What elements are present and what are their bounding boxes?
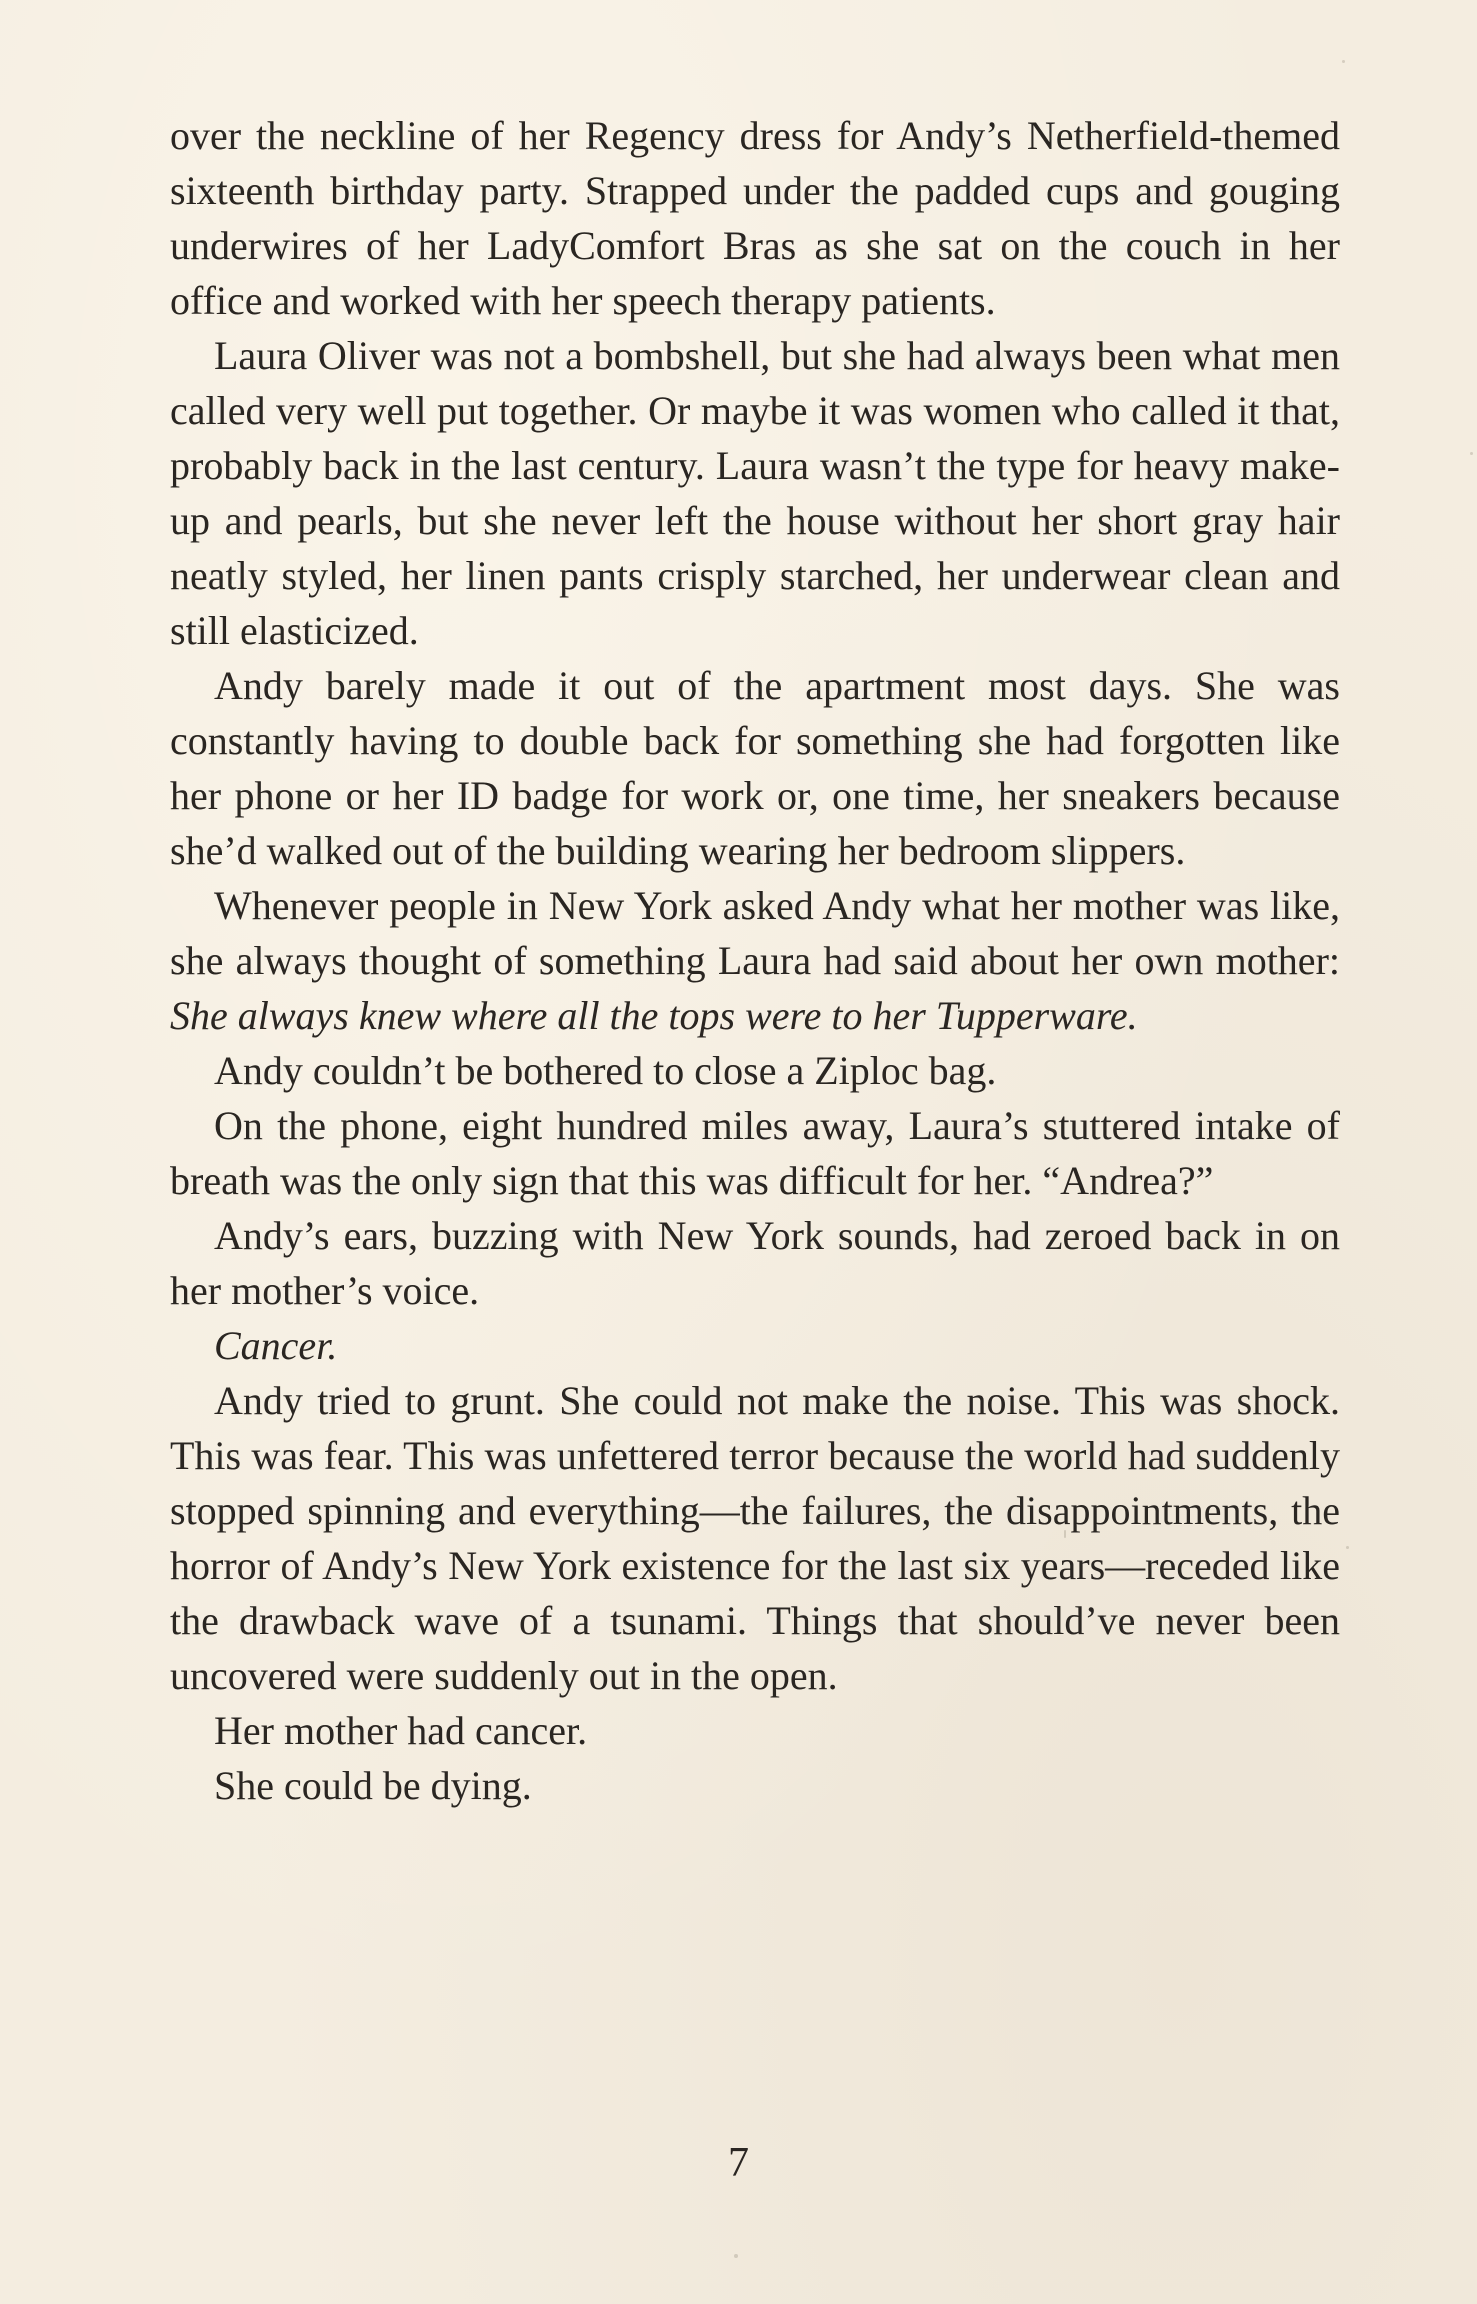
paper-speck bbox=[1342, 60, 1345, 63]
paper-speck bbox=[1470, 452, 1473, 455]
paragraph: On the phone, eight hundred miles away, Laura’s stuttered intake of breath was the only sign that this was difficult for her. “Andrea?” bbox=[170, 1103, 1340, 1203]
italic-quote: She always knew where all the tops were to her Tupperware. bbox=[170, 993, 1138, 1038]
paragraph: Andy couldn’t be bothered to close a Ziploc bag. bbox=[214, 1048, 997, 1093]
paper-speck bbox=[1346, 1546, 1349, 1549]
paragraph: Andy tried to grunt. She could not make the noise. This was shock. This was fear. This was unfettered terror because the world had suddenly stopped spinning and everything—the failures, the disappointments, the horror of Andy’s New York existence for the last six years—receded like the drawback wave of a tsunami. Things that should’ve never been uncovered were suddenly out in the open. bbox=[170, 1378, 1340, 1698]
paragraph: over the neckline of her Regency dress for Andy’s Netherfield-themed sixteenth birthday party. Strapped under the padded cups and gouging underwires of her LadyComfort Bras as she sat on the couch in her office and worked with her speech therapy patients. bbox=[170, 113, 1340, 323]
paragraph: Andy barely made it out of the apartment most days. She was constantly having to double back for something she had forgotten like her phone or her ID badge for work or, one time, her sneakers because she’d walked out of the building wearing her bedroom slippers. bbox=[170, 663, 1340, 873]
paragraph-italic: Cancer. bbox=[214, 1323, 338, 1368]
paragraph bbox=[170, 878, 1340, 1043]
paragraph: Her mother had cancer. bbox=[214, 1708, 588, 1753]
paragraph: Laura Oliver was not a bombshell, but she had always been what men called very well put together. Or maybe it was women who called it that, probably back in the last century. Laura wasn’t the type for heavy make-up and pearls, but she never left the house without her short gray hair neatly styled, her linen pants crisply starched, her underwear clean and still elasticized. bbox=[170, 333, 1340, 653]
paragraph-text: Whenever people in New York asked Andy what her mother was like, she always thought of something Laura had said about her own mother: bbox=[170, 883, 1340, 983]
body-text bbox=[170, 108, 1340, 1813]
page-number: 7 bbox=[728, 2140, 749, 2186]
paragraph: Andy’s ears, buzzing with New York sounds, had zeroed back in on her mother’s voice. bbox=[170, 1213, 1340, 1313]
paragraph: She could be dying. bbox=[214, 1763, 532, 1808]
paper-speck bbox=[734, 2254, 738, 2258]
